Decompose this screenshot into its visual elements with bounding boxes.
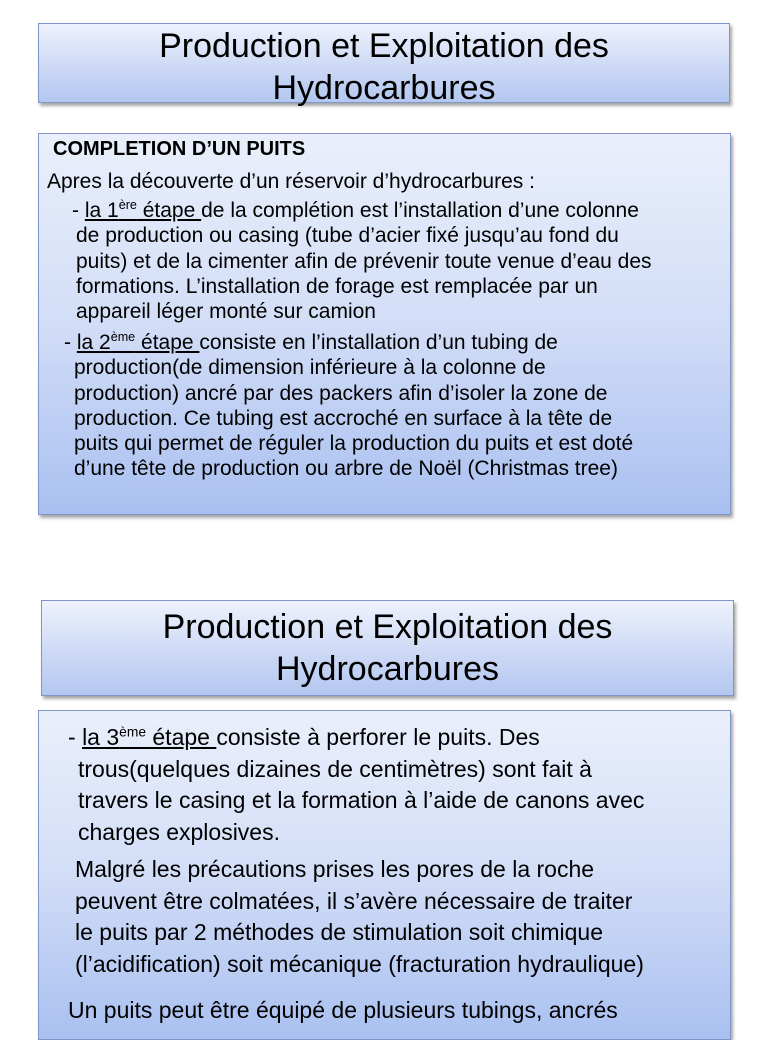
step1-first-line <box>72 198 728 223</box>
step2-label: la 2ème étape <box>76 330 200 354</box>
step1-paragraph <box>72 198 728 324</box>
step3-line: travers le casing et la formation à l’aide de canons avec <box>78 787 645 813</box>
step1-dash: - <box>72 199 85 222</box>
step2-first-line <box>64 330 728 355</box>
slide1-content-box <box>38 133 731 515</box>
stimulation-paragraph <box>75 854 725 980</box>
slide1-title-box <box>38 23 730 107</box>
step2-line: production(de dimension inférieure à la colonne de <box>74 356 546 380</box>
stimulation-line: Malgré les précautions prises les pores de la roche <box>75 856 595 882</box>
step1-line: de production ou casing (tube d’acier fixé jusqu’au fond du <box>76 224 619 248</box>
step1-label: la 1ère étape <box>84 198 202 222</box>
section-heading: COMPLETION D’UN PUITS <box>53 138 306 160</box>
slide2-title-box <box>41 600 734 696</box>
step1-line: formations. L’installation de forage est remplacée par un <box>76 274 598 298</box>
step1-line: puits) et de la cimenter afin de prévenir toute venue d’eau des <box>76 249 652 273</box>
step2-line: production) ancré par des packers afin d’isoler la zone de <box>74 381 608 405</box>
step2-first-line-text: consiste en l’installation d’un tubing de <box>199 331 558 354</box>
step3-first-line-text: consiste à perforer le puits. Des <box>216 724 540 750</box>
slide1-title-line2: Hydrocarbures <box>272 69 496 107</box>
slide2-content-box <box>38 710 731 1040</box>
step3-line: charges explosives. <box>78 818 280 845</box>
stimulation-line: (l’acidification) soit mécanique (fracturation hydraulique) <box>75 950 644 977</box>
slide2-title-line1: Production et Exploitation des <box>162 608 613 646</box>
step2-line: production. Ce tubing est accroché en surface à la tête de <box>74 406 613 430</box>
tubings-line: Un puits peut être équipé de plusieurs tubings, ancrés <box>68 997 618 1023</box>
step2-line: d’une tête de production ou arbre de Noël (Christmas tree) <box>74 457 618 481</box>
slide2-title-line2: Hydrocarbures <box>276 650 499 688</box>
step1-first-line-text: de la complétion est l’installation d’une colonne <box>201 199 639 222</box>
step3-dash: - <box>68 724 83 750</box>
stimulation-line: peuvent être colmatées, il s’avère nécessaire de traiter <box>75 887 633 914</box>
stimulation-line: le puits par 2 méthodes de stimulation soit chimique <box>75 919 604 945</box>
step3-paragraph <box>68 722 724 848</box>
step1-line: appareil léger monté sur camion <box>76 300 376 324</box>
step2-line: puits qui permet de réguler la production du puits et est doté <box>74 432 634 456</box>
intro-text: Apres la découverte d’un réservoir d’hydrocarbures : <box>47 170 535 193</box>
step2-paragraph <box>64 330 728 482</box>
slide1-title-line1: Production et Exploitation des <box>159 27 609 65</box>
tubings-paragraph <box>68 995 724 1027</box>
step3-label: la 3ème étape <box>82 724 217 750</box>
step2-dash: - <box>64 331 77 354</box>
step3-line: trous(quelques dizaines de centimètres) sont fait à <box>78 755 592 782</box>
step3-first-line <box>68 722 724 754</box>
